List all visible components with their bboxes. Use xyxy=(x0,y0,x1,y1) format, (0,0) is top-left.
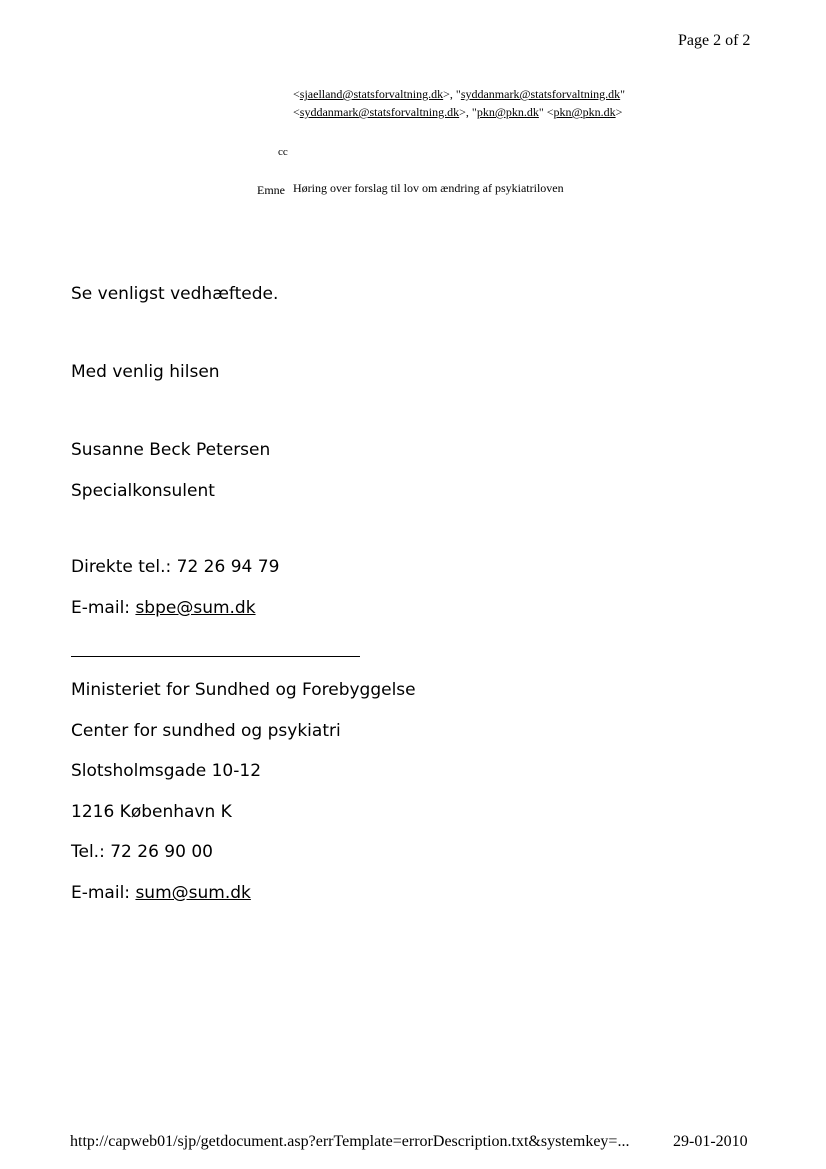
org-email-link[interactable]: sum@sum.dk xyxy=(135,883,251,903)
department: Center for sundhed og psykiatri xyxy=(71,721,341,741)
email-label: E-mail: xyxy=(71,598,131,618)
footer-date: 29-01-2010 xyxy=(673,1133,748,1150)
sender-title: Specialkonsulent xyxy=(71,481,215,501)
email-link-sjaelland[interactable]: sjaelland@statsforvaltning.dk xyxy=(299,87,444,101)
org-name: Ministeriet for Sundhed og Forebyggelse xyxy=(71,680,416,700)
recipient-text: < xyxy=(293,87,300,101)
city-address: 1216 København K xyxy=(71,802,232,822)
subject-label: Emne xyxy=(257,183,285,197)
org-phone: Tel.: 72 26 90 00 xyxy=(71,842,213,862)
org-email-line xyxy=(71,883,251,903)
recipient-text: " xyxy=(620,87,626,101)
email-link-syddanmark[interactable]: syddanmark@statsforvaltning.dk xyxy=(460,87,621,101)
sender-email-line xyxy=(71,598,256,618)
sender-name: Susanne Beck Petersen xyxy=(71,440,271,460)
recipient-line-1 xyxy=(293,87,625,102)
street-address: Slotsholmsgade 10-12 xyxy=(71,761,262,781)
signature-divider xyxy=(71,656,360,657)
recipient-text: " < xyxy=(538,105,554,119)
closing: Med venlig hilsen xyxy=(71,362,220,382)
footer-url: http://capweb01/sjp/getdocument.asp?errTemplate=errorDescription.txt&systemkey=... xyxy=(70,1133,630,1150)
cc-label: cc xyxy=(278,146,288,158)
email-label: E-mail: xyxy=(71,883,131,903)
direct-phone: Direkte tel.: 72 26 94 79 xyxy=(71,557,280,577)
email-link-pkn[interactable]: pkn@pkn.dk xyxy=(476,105,539,119)
sender-email-link[interactable]: sbpe@sum.dk xyxy=(135,598,256,618)
email-link-syddanmark[interactable]: syddanmark@statsforvaltning.dk xyxy=(299,105,460,119)
page-number: Page 2 of 2 xyxy=(678,32,751,49)
greeting: Se venligst vedhæftede. xyxy=(71,284,279,304)
recipient-text: >, " xyxy=(459,105,477,119)
email-link-pkn[interactable]: pkn@pkn.dk xyxy=(553,105,616,119)
recipient-text: < xyxy=(293,105,300,119)
recipient-text: > xyxy=(615,105,623,119)
recipient-line-2 xyxy=(293,105,622,120)
subject-text: Høring over forslag til lov om ændring af psykiatriloven xyxy=(293,181,564,195)
recipient-text: >, " xyxy=(443,87,461,101)
